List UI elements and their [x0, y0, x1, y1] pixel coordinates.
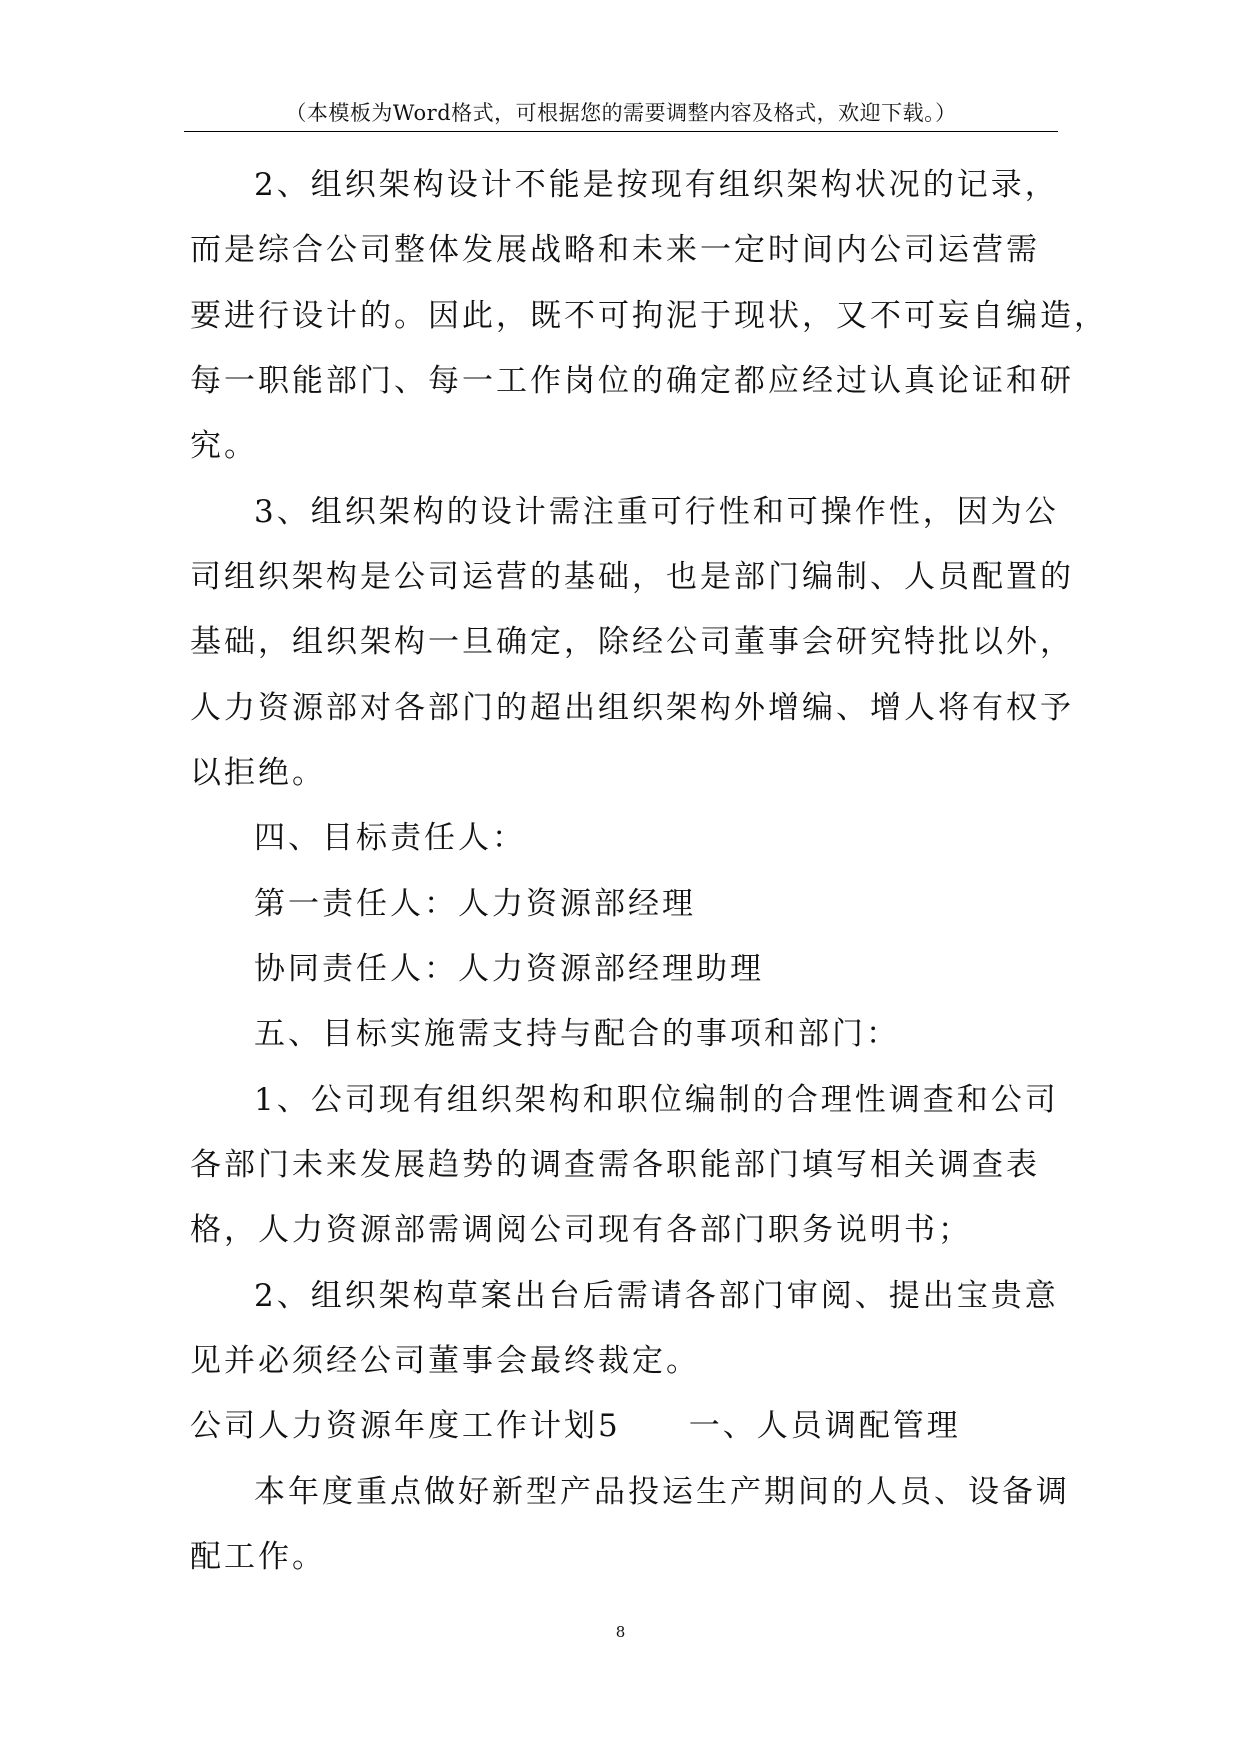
section-heading: 四、目标责任人：	[254, 820, 526, 856]
section-heading: 五、目标实施需支持与配合的事项和部门：	[254, 1016, 900, 1052]
header-divider	[184, 131, 1058, 132]
body-line: 2、组织架构草案出台后需请各部门审阅、提出宝贵意	[254, 1278, 1059, 1314]
body-line: 格，人力资源部需调阅公司现有各部门职务说明书；	[190, 1212, 972, 1248]
body-line: 基础，组织架构一旦确定，除经公司董事会研究特批以外，	[190, 624, 1074, 660]
body-line: 协同责任人：人力资源部经理助理	[254, 951, 764, 987]
body-line: 每一职能部门、每一工作岗位的确定都应经过认真论证和研	[190, 363, 1074, 399]
body-line: 2、组织架构设计不能是按现有组织架构状况的记录，	[254, 167, 1059, 203]
body-line: 第一责任人：人力资源部经理	[254, 886, 696, 922]
body-line: 见并必须经公司董事会最终裁定。	[190, 1343, 700, 1379]
plan-title-line: 公司人力资源年度工作计划5 一、人员调配管理	[190, 1408, 961, 1444]
body-line: 1、公司现有组织架构和职位编制的合理性调查和公司	[254, 1082, 1059, 1118]
body-line: 配工作。	[190, 1539, 326, 1575]
body-line: 司组织架构是公司运营的基础，也是部门编制、人员配置的	[190, 559, 1074, 595]
page-number: 8	[615, 1623, 626, 1641]
body-line: 要进行设计的。因此，既不可拘泥于现状，又不可妄自编造，	[190, 298, 1108, 334]
body-line: 而是综合公司整体发展战略和未来一定时间内公司运营需	[190, 232, 1040, 268]
body-line: 究。	[190, 428, 258, 464]
body-line: 3、组织架构的设计需注重可行性和可操作性，因为公	[254, 494, 1059, 530]
template-note-header: （本模板为Word格式，可根据您的需要调整内容及格式，欢迎下载。）	[285, 101, 957, 125]
body-line: 人力资源部对各部门的超出组织架构外增编、增人将有权予	[190, 690, 1074, 726]
body-line: 各部门未来发展趋势的调查需各职能部门填写相关调查表	[190, 1147, 1040, 1183]
body-line: 以拒绝。	[190, 755, 326, 791]
body-line: 本年度重点做好新型产品投运生产期间的人员、设备调	[254, 1474, 1070, 1510]
